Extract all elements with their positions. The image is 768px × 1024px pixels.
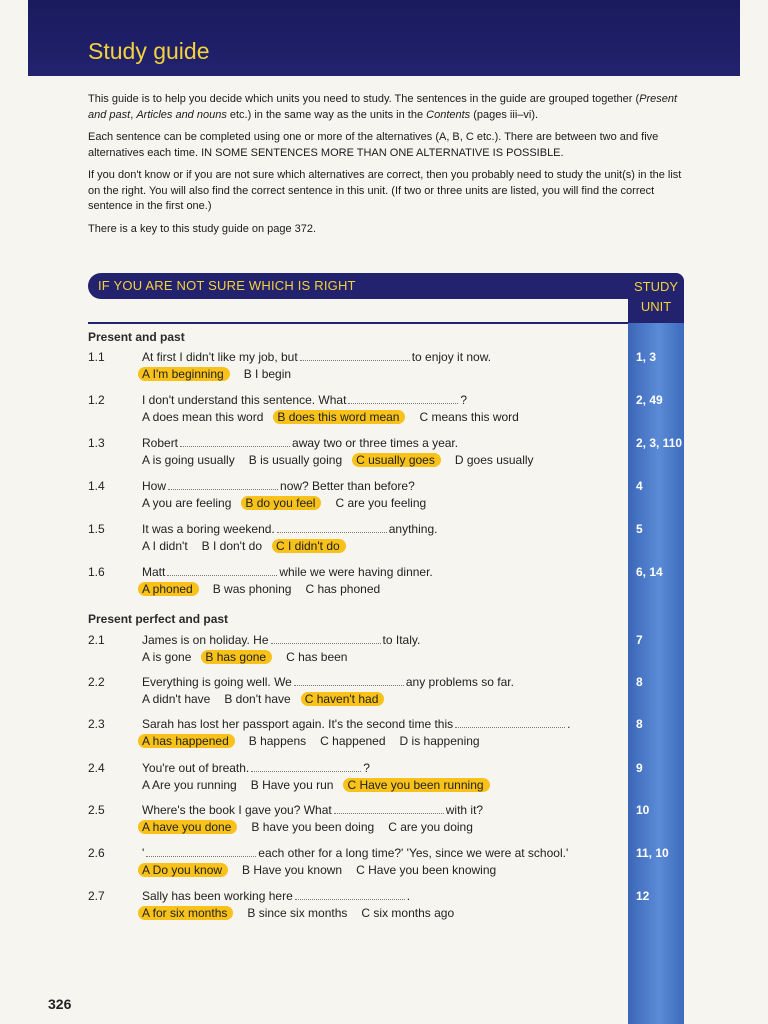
answer-option: D goes usually bbox=[454, 453, 534, 467]
question-text bbox=[142, 846, 612, 860]
answer-option: A Are you running bbox=[142, 778, 237, 792]
answer-options bbox=[142, 906, 468, 920]
answer-option-highlighted: B has gone bbox=[201, 650, 272, 664]
question-text bbox=[142, 717, 612, 731]
answer-option-highlighted: C Have you been running bbox=[343, 778, 489, 792]
answer-blank bbox=[455, 717, 565, 728]
answer-options bbox=[142, 410, 533, 424]
answer-options bbox=[142, 539, 360, 553]
study-unit-ref: 9 bbox=[636, 761, 643, 775]
answer-option-highlighted: B does this word mean bbox=[273, 410, 405, 424]
question-text-before-blank: At first I didn't like my job, but bbox=[142, 350, 298, 364]
study-unit-ref: 7 bbox=[636, 633, 643, 647]
answer-option-highlighted: A Do you know bbox=[138, 863, 228, 877]
question-text-before-blank: Matt bbox=[142, 565, 166, 579]
question-2-5 bbox=[88, 803, 688, 843]
study-unit-ref: 2, 3, 110 bbox=[636, 436, 683, 450]
study-unit-ref: 1, 3 bbox=[636, 350, 657, 364]
question-number: 1.6 bbox=[88, 565, 105, 579]
answer-options bbox=[142, 734, 494, 748]
answer-options bbox=[142, 453, 548, 467]
answer-options bbox=[142, 582, 394, 596]
question-text-before-blank: I don't understand this sentence. What bbox=[142, 393, 347, 407]
answer-options bbox=[142, 496, 440, 510]
study-unit-header: STUDY UNIT bbox=[628, 273, 684, 323]
answer-options bbox=[142, 367, 305, 381]
study-unit-ref: 2, 49 bbox=[636, 393, 663, 407]
answer-options bbox=[142, 863, 510, 877]
question-text-after-blank: each other for a long time?' 'Yes, since we were at school.' bbox=[258, 846, 569, 860]
question-2-4 bbox=[88, 761, 688, 801]
answer-option: A didn't have bbox=[142, 692, 211, 706]
question-text bbox=[142, 393, 612, 407]
answer-option: A does mean this word bbox=[142, 410, 264, 424]
answer-option-highlighted: A I'm beginning bbox=[138, 367, 230, 381]
study-unit-ref: 6, 14 bbox=[636, 565, 663, 579]
answer-option: B happens bbox=[248, 734, 307, 748]
question-text bbox=[142, 479, 612, 493]
question-2-2 bbox=[88, 675, 688, 715]
study-unit-ref: 8 bbox=[636, 675, 643, 689]
answer-blank bbox=[271, 633, 381, 644]
question-text bbox=[142, 889, 612, 903]
question-text-after-blank: anything. bbox=[388, 522, 438, 536]
answer-option-highlighted: B do you feel bbox=[241, 496, 321, 510]
question-text bbox=[142, 675, 612, 689]
study-unit-ref: 5 bbox=[636, 522, 643, 536]
answer-blank bbox=[251, 761, 361, 772]
question-text-after-blank: . bbox=[567, 717, 571, 731]
answer-option-highlighted: C I didn't do bbox=[272, 539, 346, 553]
question-text-after-blank: while we were having dinner. bbox=[279, 565, 433, 579]
question-text bbox=[142, 350, 612, 364]
question-number: 2.1 bbox=[88, 633, 105, 647]
answer-blank bbox=[334, 803, 444, 814]
question-text bbox=[142, 522, 612, 536]
answer-options bbox=[142, 692, 398, 706]
answer-option: A is going usually bbox=[142, 453, 235, 467]
answer-option: B I don't do bbox=[201, 539, 262, 553]
answer-option: C has been bbox=[286, 650, 348, 664]
question-2-7 bbox=[88, 889, 688, 929]
question-text-after-blank: away two or three times a year. bbox=[292, 436, 459, 450]
question-text bbox=[142, 761, 612, 775]
answer-blank bbox=[295, 889, 405, 900]
question-text-before-blank: Where's the book I gave you? What bbox=[142, 803, 332, 817]
question-number: 2.7 bbox=[88, 889, 105, 903]
divider bbox=[88, 322, 628, 324]
question-text-after-blank: . bbox=[406, 889, 411, 903]
question-text-before-blank: How bbox=[142, 479, 167, 493]
question-text-before-blank: Sally has been working here bbox=[142, 889, 293, 903]
answer-option: B don't have bbox=[224, 692, 291, 706]
answer-option: C six months ago bbox=[361, 906, 455, 920]
answer-options bbox=[142, 820, 487, 834]
question-text bbox=[142, 803, 612, 817]
question-text-after-blank: now? Better than before? bbox=[280, 479, 415, 493]
question-number: 1.2 bbox=[88, 393, 105, 407]
answer-option-highlighted: A have you done bbox=[138, 820, 237, 834]
question-1-4 bbox=[88, 479, 688, 519]
answer-blank bbox=[294, 675, 404, 686]
intro-paragraph-4: There is a key to this study guide on page 372. bbox=[88, 222, 317, 235]
answer-option-highlighted: A for six months bbox=[138, 906, 233, 920]
question-1-5 bbox=[88, 522, 688, 562]
question-2-6 bbox=[88, 846, 688, 886]
answer-option-highlighted: A has happened bbox=[138, 734, 235, 748]
answer-option: A is gone bbox=[142, 650, 192, 664]
answer-option: C are you doing bbox=[388, 820, 473, 834]
question-text-after-blank: ? bbox=[460, 393, 468, 407]
answer-blank bbox=[167, 565, 277, 576]
answer-blank bbox=[146, 846, 256, 857]
question-number: 2.6 bbox=[88, 846, 105, 860]
intro-paragraph-2: Each sentence can be completed using one or more of the alternatives (A, B, C etc.). There are between two and five alternatives each time. IN SOME SENTENCES MORE THAN ONE ALTERNATIVE IS POSSIBLE. bbox=[88, 131, 659, 159]
answer-option-highlighted: A phoned bbox=[138, 582, 199, 596]
question-number: 1.3 bbox=[88, 436, 105, 450]
study-unit-ref: 10 bbox=[636, 803, 650, 817]
answer-blank bbox=[168, 479, 278, 490]
answer-option-highlighted: C haven't had bbox=[301, 692, 385, 706]
question-number: 2.4 bbox=[88, 761, 105, 775]
answer-blank bbox=[348, 393, 458, 404]
page-number: 326 bbox=[48, 996, 72, 1012]
question-number: 2.5 bbox=[88, 803, 105, 817]
question-text-before-blank: It was a boring weekend. bbox=[142, 522, 275, 536]
question-number: 1.5 bbox=[88, 522, 105, 536]
question-1-6 bbox=[88, 565, 688, 605]
section-title-present-perfect: Present perfect and past bbox=[88, 612, 229, 626]
question-text-before-blank: Everything is going well. We bbox=[142, 675, 292, 689]
answer-option: B Have you known bbox=[242, 863, 343, 877]
section-banner bbox=[88, 273, 634, 299]
answer-option: B Have you run bbox=[250, 778, 334, 792]
question-text-after-blank: any problems so far. bbox=[405, 675, 514, 689]
question-2-3 bbox=[88, 717, 688, 757]
banner-title: IF YOU ARE NOT SURE WHICH IS RIGHT bbox=[98, 278, 356, 293]
question-number: 1.4 bbox=[88, 479, 105, 493]
answer-option: B is usually going bbox=[248, 453, 343, 467]
question-1-3 bbox=[88, 436, 688, 476]
question-text bbox=[142, 565, 612, 579]
question-text-before-blank: ' bbox=[142, 846, 145, 860]
section-title-present-past: Present and past bbox=[88, 330, 185, 344]
answer-options bbox=[142, 778, 504, 792]
answer-blank bbox=[277, 522, 387, 533]
question-text-before-blank: James is on holiday. He bbox=[142, 633, 269, 647]
question-text-after-blank: with it? bbox=[445, 803, 484, 817]
answer-option: B since six months bbox=[247, 906, 348, 920]
answer-option-highlighted: C usually goes bbox=[352, 453, 441, 467]
question-text-after-blank: to enjoy it now. bbox=[411, 350, 492, 364]
page-title: Study guide bbox=[88, 38, 210, 64]
answer-option: D is happening bbox=[399, 734, 480, 748]
question-1-1 bbox=[88, 350, 688, 390]
study-unit-ref: 11, 10 bbox=[636, 846, 669, 860]
answer-option: C are you feeling bbox=[335, 496, 427, 510]
answer-option: B have you been doing bbox=[251, 820, 375, 834]
study-unit-ref: 8 bbox=[636, 717, 643, 731]
answer-option: A you are feeling bbox=[142, 496, 232, 510]
question-text-before-blank: You're out of breath. bbox=[142, 761, 250, 775]
study-unit-ref: 12 bbox=[636, 889, 650, 903]
question-number: 1.1 bbox=[88, 350, 105, 364]
answer-blank bbox=[180, 436, 290, 447]
answer-options bbox=[142, 650, 361, 664]
intro-paragraph-1: This guide is to help you decide which units you need to study. The sentences in the guide are grouped together (Present and past, Articles and nouns etc.) in the same way as the units in the Contents (pages iii–vi). bbox=[88, 93, 678, 121]
question-text-before-blank: Robert bbox=[142, 436, 179, 450]
answer-option: A I didn't bbox=[142, 539, 188, 553]
answer-option: C means this word bbox=[419, 410, 519, 424]
answer-option: C happened bbox=[320, 734, 386, 748]
question-text-before-blank: Sarah has lost her passport again. It's the second time this bbox=[142, 717, 454, 731]
intro-text bbox=[88, 92, 694, 244]
answer-option: B I begin bbox=[243, 367, 292, 381]
answer-blank bbox=[300, 350, 410, 361]
study-unit-ref: 4 bbox=[636, 479, 643, 493]
intro-paragraph-3: If you don't know or if you are not sure which alternatives are correct, then you probably need to study the unit(s) in the list on the right. You will also find the correct sentence in this unit. (If two or three units are listed, you will find the correct sentence in the first one.) bbox=[88, 169, 682, 212]
question-number: 2.2 bbox=[88, 675, 105, 689]
question-text-after-blank: to Italy. bbox=[382, 633, 421, 647]
answer-option: C has phoned bbox=[305, 582, 381, 596]
question-number: 2.3 bbox=[88, 717, 105, 731]
question-1-2 bbox=[88, 393, 688, 433]
question-text bbox=[142, 436, 612, 450]
question-text-after-blank: ? bbox=[363, 761, 370, 775]
question-text bbox=[142, 633, 612, 647]
answer-option: C Have you been knowing bbox=[356, 863, 497, 877]
answer-option: B was phoning bbox=[212, 582, 292, 596]
question-2-1 bbox=[88, 633, 688, 673]
